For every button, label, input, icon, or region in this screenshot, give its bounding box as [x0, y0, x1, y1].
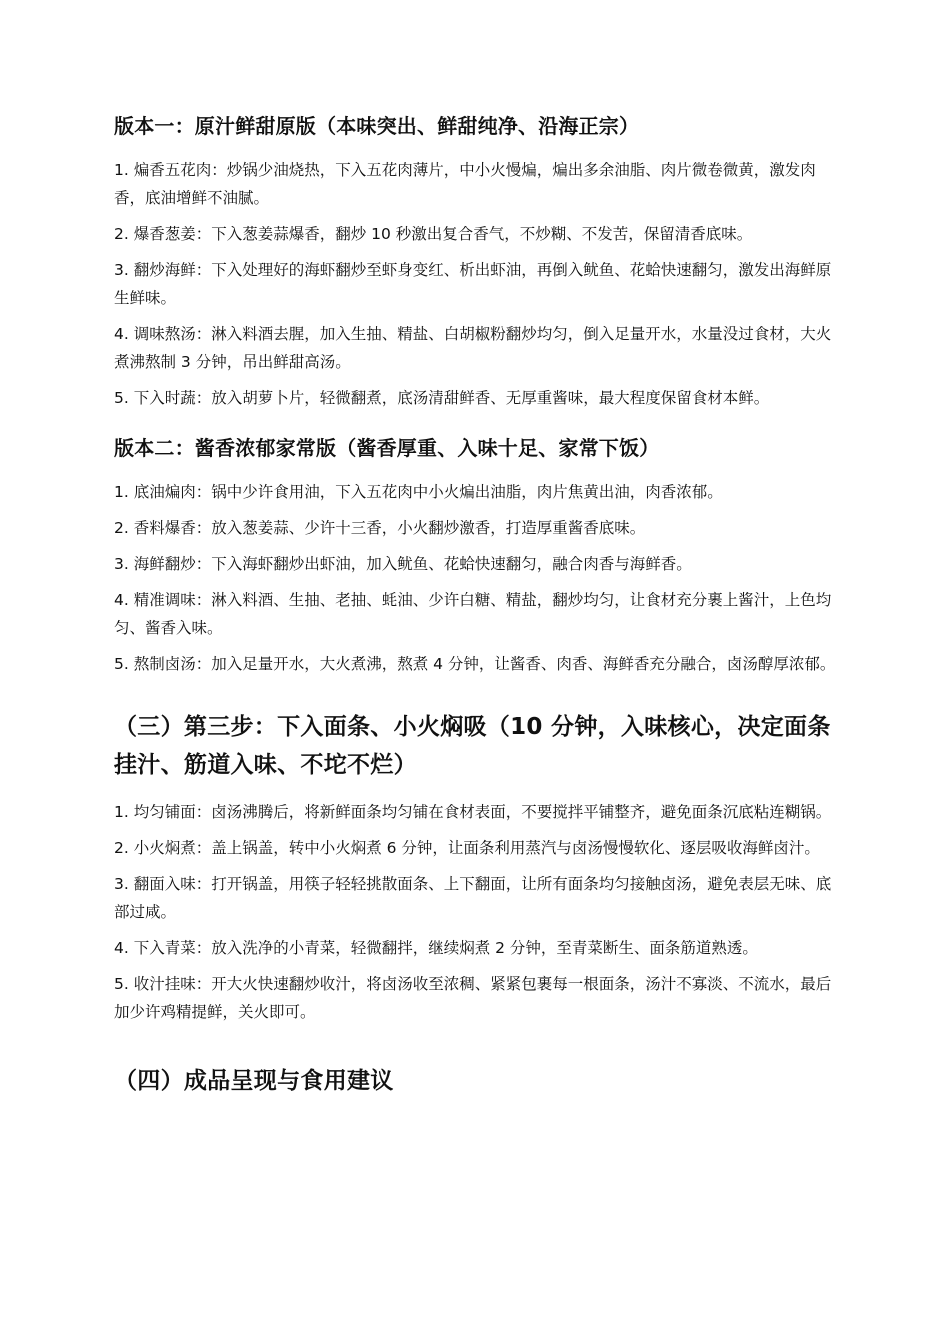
- list-item: 1. 底油煸肉：锅中少许食用油，下入五花肉中小火煸出油脂，肉片焦黄出油，肉香浓郁。: [114, 483, 723, 501]
- section4-heading: （四）成品呈现与食用建议: [114, 1068, 394, 1094]
- list-item: 4. 下入青菜：放入洗净的小青菜，轻微翻拌，继续焖煮 2 分钟，至青菜断生、面条筋道熟透。: [114, 939, 758, 957]
- list-item: 4. 调味熬汤：淋入料酒去腥，加入生抽、精盐、白胡椒粉翻炒均匀，倒入足量开水，水量没过食材，大火煮沸熬制 3 分钟，吊出鲜甜高汤。: [114, 325, 832, 371]
- version1-steps: [114, 156, 840, 412]
- version1-heading: 版本一：原汁鲜甜原版（本味突出、鲜甜纯净、沿海正宗）: [114, 114, 640, 138]
- list-item: 3. 翻面入味：打开锅盖，用筷子轻轻挑散面条、上下翻面，让所有面条均匀接触卤汤，避免表层无味、底部过咸。: [114, 875, 832, 921]
- section3-steps: [114, 798, 840, 1026]
- list-item: 5. 收汁挂味：开大火快速翻炒收汁，将卤汤收至浓稠、紧紧包裹每一根面条，汤汁不寡淡、不流水，最后加少许鸡精提鲜，关火即可。: [114, 975, 832, 1021]
- list-item: 2. 香料爆香：放入葱姜蒜、少许十三香，小火翻炒激香，打造厚重酱香底味。: [114, 519, 646, 537]
- version2-steps: [114, 478, 840, 678]
- list-item: 4. 精准调味：淋入料酒、生抽、老抽、蚝油、少许白糖、精盐，翻炒均匀，让食材充分裹上酱汁，上色均匀、酱香入味。: [114, 591, 832, 637]
- list-item: 2. 小火焖煮：盖上锅盖，转中小火焖煮 6 分钟，让面条利用蒸汽与卤汤慢慢软化、逐层吸收海鲜卤汁。: [114, 839, 820, 857]
- version2-heading: 版本二：酱香浓郁家常版（酱香厚重、入味十足、家常下饭）: [114, 436, 660, 460]
- list-item: 1. 煸香五花肉：炒锅少油烧热，下入五花肉薄片，中小火慢煸，煸出多余油脂、肉片微卷微黄，激发肉香，底油增鲜不油腻。: [114, 161, 816, 207]
- section3-heading: （三）第三步：下入面条、小火焖吸（10 分钟，入味核心，决定面条挂汁、筋道入味、不坨不烂）: [114, 714, 831, 778]
- list-item: 3. 海鲜翻炒：下入海虾翻炒出虾油，加入鱿鱼、花蛤快速翻匀，融合肉香与海鲜香。: [114, 555, 692, 573]
- list-item: 5. 下入时蔬：放入胡萝卜片，轻微翻煮，底汤清甜鲜香、无厚重酱味，最大程度保留食材本鲜。: [114, 389, 770, 407]
- list-item: 3. 翻炒海鲜：下入处理好的海虾翻炒至虾身变红、析出虾油，再倒入鱿鱼、花蛤快速翻匀，激发出海鲜原生鲜味。: [114, 261, 832, 307]
- list-item: 2. 爆香葱姜：下入葱姜蒜爆香，翻炒 10 秒激出复合香气，不炒糊、不发苦，保留清香底味。: [114, 225, 753, 243]
- list-item: 1. 均匀铺面：卤汤沸腾后，将新鲜面条均匀铺在食材表面，不要搅拌平铺整齐，避免面条沉底粘连糊锅。: [114, 803, 832, 821]
- list-item: 5. 熬制卤汤：加入足量开水，大火煮沸，熬煮 4 分钟，让酱香、肉香、海鲜香充分融合，卤汤醇厚浓郁。: [114, 655, 836, 673]
